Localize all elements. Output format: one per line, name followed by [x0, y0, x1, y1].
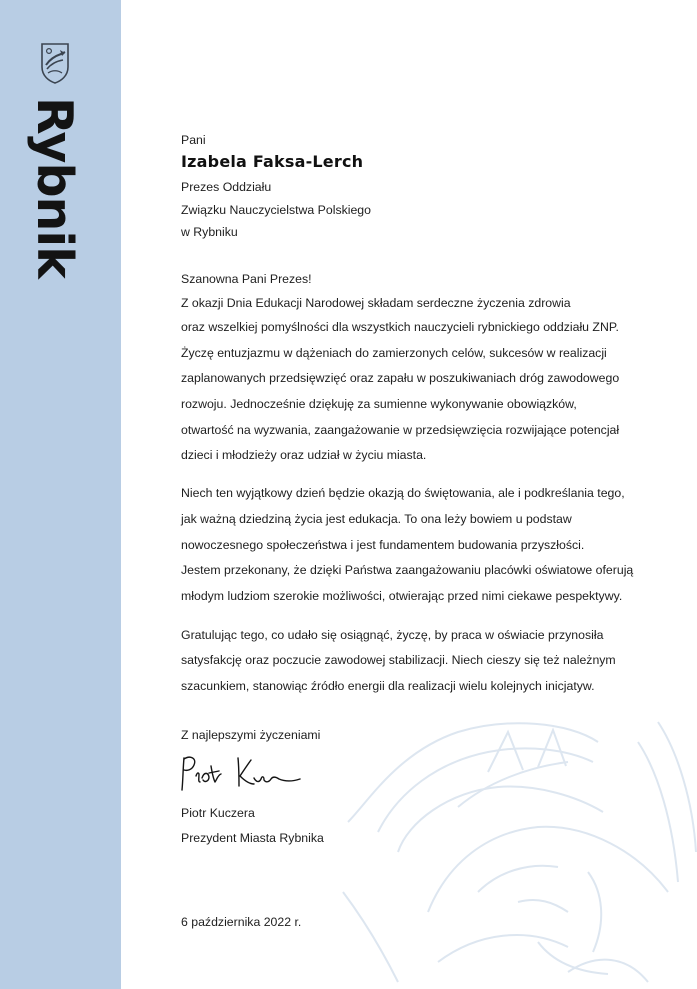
sidebar-band: [0, 0, 121, 989]
recipient-position-line-1: Prezes Oddziału: [181, 180, 272, 194]
paragraph-1-line: dzieci i młodzieży oraz udział w życiu miasta.: [181, 448, 427, 462]
closing-regards: Z najlepszymi życzeniami: [181, 728, 321, 742]
brand-wordmark: [23, 97, 85, 287]
signer-title: Prezydent Miasta Rybnika: [181, 831, 324, 845]
paragraph-1-line: rozwoju. Jednocześnie dziękuję za sumienne wykonywanie obowiązków,: [181, 397, 577, 411]
handwritten-signature: [178, 752, 303, 794]
paragraph-1-line: Życzę entuzjazmu w dążeniach do zamierzonych celów, sukcesów w realizacji: [181, 346, 607, 360]
coat-of-arms-icon: [40, 42, 70, 84]
paragraph-1-line: oraz wszelkiej pomyślności dla wszystkich nauczycieli rybnickiego oddziału ZNP.: [181, 320, 619, 334]
signer-name: Piotr Kuczera: [181, 806, 255, 820]
paragraph-2-line: Niech ten wyjątkowy dzień będzie okazją do świętowania, ale i podkreślania tego,: [181, 486, 625, 500]
paragraph-2-line: Jestem przekonany, że dzięki Państwa zaangażowaniu placówki oświatowe oferują: [181, 563, 634, 577]
letter-date: 6 października 2022 r.: [181, 915, 302, 929]
paragraph-2-line: młodym ludziom szerokie możliwości, otwierając przed nimi ciekawe pespektywy.: [181, 589, 623, 603]
paragraph-1-line: Z okazji Dnia Edukacji Narodowej składam serdeczne życzenia zdrowia: [181, 296, 571, 310]
paragraph-1-line: otwartość na wyzwania, zaangażowanie w przedsięwzięcia rozwijające potencjał: [181, 423, 620, 437]
brand-wordmark-text: Rybnik: [26, 97, 83, 278]
paragraph-3-line: szacunkiem, stanowiąc źródło energii dla realizacji wielu kolejnych inicjatyw.: [181, 679, 595, 693]
recipient-salutation-prefix: Pani: [181, 133, 206, 147]
paragraph-2-line: jak ważną dziedziną życia jest edukacja. To ona leży bowiem u podstaw: [181, 512, 572, 526]
recipient-position-line-2: Związku Nauczycielstwa Polskiego: [181, 203, 371, 217]
paragraph-1-line: zaplanowanych przedsięwzięć oraz zapału w poszukiwaniach dróg zawodowego: [181, 371, 620, 385]
paragraph-3-line: Gratulując tego, co udało się osiągnąć, życzę, by praca w oświacie przynosiła: [181, 628, 604, 642]
recipient-position-line-3: w Rybniku: [181, 225, 238, 239]
paragraph-2-line: nowoczesnego społeczeństwa i jest fundamentem budowania przyszłości.: [181, 538, 585, 552]
greeting: Szanowna Pani Prezes!: [181, 272, 312, 286]
paragraph-3-line: satysfakcję oraz poczucie zawodowej stabilizacji. Niech cieszy się też należnym: [181, 653, 616, 667]
recipient-name: Izabela Faksa-Lerch: [181, 152, 364, 171]
watermark-figure: [338, 712, 697, 989]
